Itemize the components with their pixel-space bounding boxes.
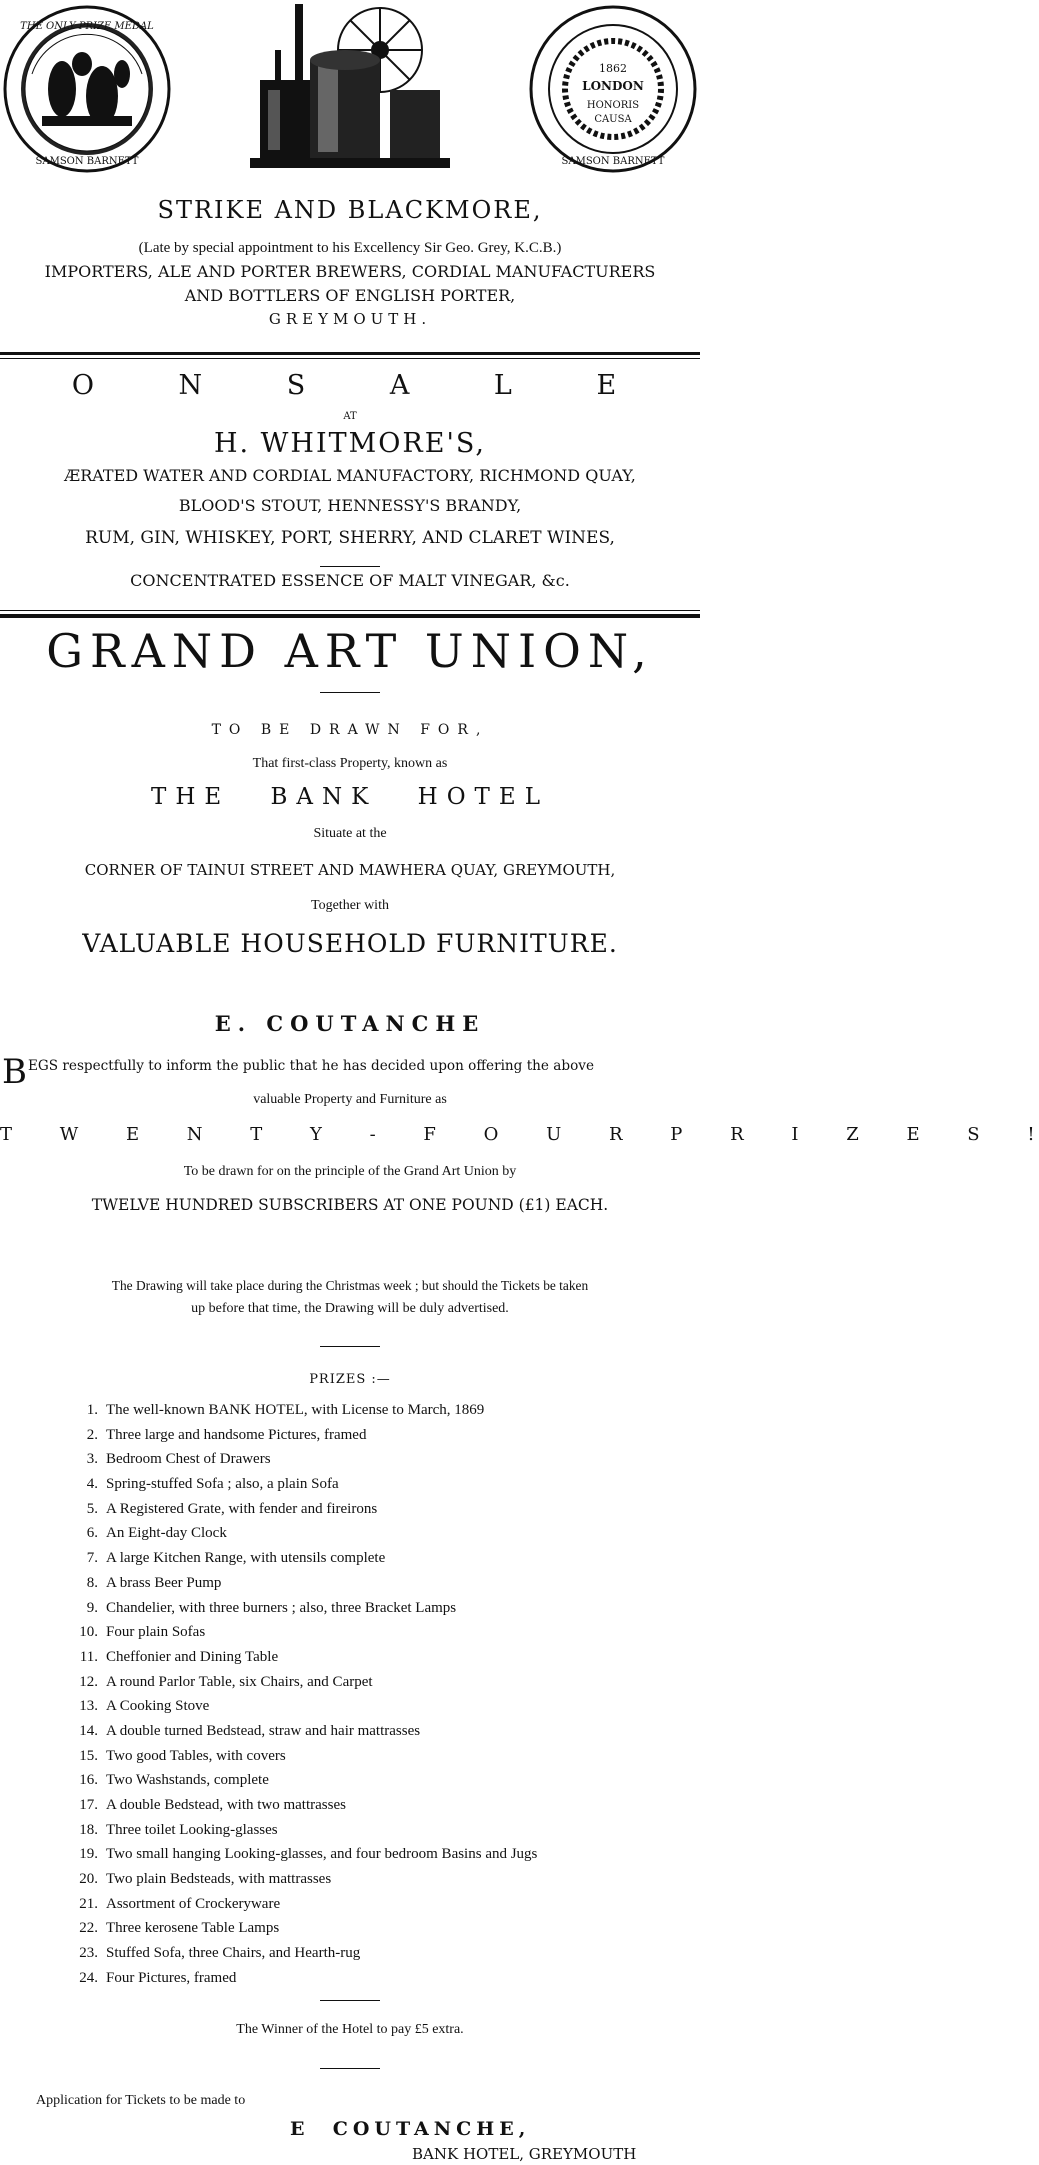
prize-item: 14. A double turned Bedstead, straw and hair mattrasses [79,1722,421,1739]
signature-place: BANK HOTEL, GREYMOUTH [412,2145,637,2163]
hotel-name: THE BANK HOTEL [151,784,549,810]
left-seal-maker: SAMSON BARNETT [35,156,139,167]
winner-note: The Winner of the Hotel to pay £5 extra. [236,2022,464,2037]
merchant-name: H. WHITMORE'S, [213,428,487,459]
on-sale-at: AT [343,411,357,422]
prize-item: 9. Chandelier, with three burners ; also, three Bracket Lamps [86,1599,457,1616]
trade-line-1: IMPORTERS, ALE AND PORTER BREWERS, CORDIAL MANUFACTURERS [44,262,656,281]
section-rule-2 [0,614,700,618]
prize-item: 3. Bedroom Chest of Drawers [86,1451,271,1468]
prizes-label: PRIZES :— [309,1372,391,1387]
prize-item: 17. A double Bedstead, with two mattrasses [79,1797,346,1813]
art-union-title: GRAND ART UNION, [46,624,654,678]
signature-name: E COUTANCHE, [290,2118,531,2140]
prize-item: 13. A Cooking Stove [79,1698,210,1715]
seal-motto-2: CAUSA [594,114,632,125]
soda-machine-engraving [240,0,460,180]
prize-item: 16. Two Washstands, complete [79,1772,269,1789]
trade-line-2: AND BOTTLERS OF ENGLISH PORTER, [184,286,516,305]
prize-item: 8. A brass Beer Pump [86,1574,222,1591]
right-seal-maker: SAMSON BARNETT [561,156,665,167]
section-rule [0,352,700,355]
subscribers-line: TWELVE HUNDRED SUBSCRIBERS AT ONE POUND (£1) EACH. [91,1196,609,1214]
corner-line: CORNER OF TAINUI STREET AND MAWHERA QUAY, GREYMOUTH, [84,861,616,879]
section-rule-thin [0,358,700,359]
prizes-heading: T W E N T Y - F O U R P R I Z E S ! [0,1124,1039,1145]
prize-item: 2. Three large and handsome Pictures, framed [86,1426,367,1443]
prize-item: 7. A large Kitchen Range, with utensils complete [86,1550,386,1567]
on-sale-line-1: ÆRATED WATER AND CORDIAL MANUFACTORY, RICHMOND QUAY, [64,466,636,485]
furniture-heading: VALUABLE HOUSEHOLD FURNITURE. [82,929,618,958]
short-rule-4 [320,2000,380,2001]
prize-item: 12. A round Parlor Table, six Chairs, and Carpet [79,1673,373,1690]
prize-item: 6. An Eight-day Clock [86,1525,227,1542]
drop-cap: B [2,1052,27,1092]
drawing-line-1: The Drawing will take place during the Christmas week ; but should the Tickets be taken [111,1278,589,1293]
firm-name: STRIKE AND BLACKMORE, [157,196,543,224]
prize-list [72,1402,672,1995]
prize-item: 18. Three toilet Looking-glasses [79,1821,278,1838]
begs-line-2: valuable Property and Furniture as [253,1092,447,1107]
together-with: Together with [311,898,389,913]
prize-item: 22. Three kerosene Table Lamps [79,1920,280,1937]
prize-item: 19. Two small hanging Looking-glasses, and four bedroom Basins and Jugs [79,1846,538,1863]
seal-motto: HONORIS [586,100,640,111]
prize-item: 24. Four Pictures, framed [79,1969,237,1986]
short-rule-5 [320,2068,380,2069]
drawing-line-2: up before that time, the Drawing will be duly advertised. [191,1301,509,1316]
prize-item: 23. Stuffed Sofa, three Chairs, and Hearth-rug [79,1945,361,1962]
prize-item: 1. The well-known BANK HOTEL, with License to March, 1869 [86,1402,485,1418]
prize-item: 5. A Registered Grate, with fender and fireirons [86,1500,378,1517]
left-medal-seal [2,4,172,174]
property-intro: That first-class Property, known as [252,756,448,771]
prize-item: 21. Assortment of Crockeryware [79,1895,281,1912]
seal-city: LONDON [582,79,644,93]
prize-item: 20. Two plain Bedsteads, with mattrasses [79,1871,332,1888]
seal-year: 1862 [599,62,627,75]
section-rule-thin-2 [0,610,700,611]
right-medal-seal [528,4,698,174]
on-sale-heading: O N S A L E [71,370,629,401]
on-sale-line-3: RUM, GIN, WHISKEY, PORT, SHERRY, AND CLARET WINES, [85,528,615,548]
left-seal-text: THE ONLY PRIZE MEDAL [20,21,154,32]
drawn-for: TO BE DRAWN FOR, [211,722,489,738]
prize-item: 11. Cheffonier and Dining Table [79,1648,279,1665]
application-line: Application for Tickets to be made to [36,2093,246,2108]
prize-item: 10. Four plain Sofas [79,1624,206,1641]
prize-item: 15. Two good Tables, with covers [79,1747,286,1764]
on-sale-line-4: CONCENTRATED ESSENCE OF MALT VINEGAR, &c. [130,571,570,590]
short-rule [320,566,380,567]
short-rule-3 [320,1346,380,1347]
town-line: GREYMOUTH. [268,310,432,328]
appointment-line: (Late by special appointment to his Excellency Sir Geo. Grey, K.C.B.) [138,240,562,256]
short-rule-2 [320,692,380,693]
begs-line-1: EGS respectfully to inform the public that he has decided upon offering the above [28,1058,594,1074]
proprietor-name: E. COUTANCHE [214,1011,486,1036]
situate: Situate at the [313,826,387,841]
on-sale-line-2: BLOOD'S STOUT, HENNESSY'S BRANDY, [178,496,522,515]
principle-line: To be drawn for on the principle of the Grand Art Union by [183,1164,517,1179]
prize-item: 4. Spring-stuffed Sofa ; also, a plain Sofa [86,1476,339,1493]
